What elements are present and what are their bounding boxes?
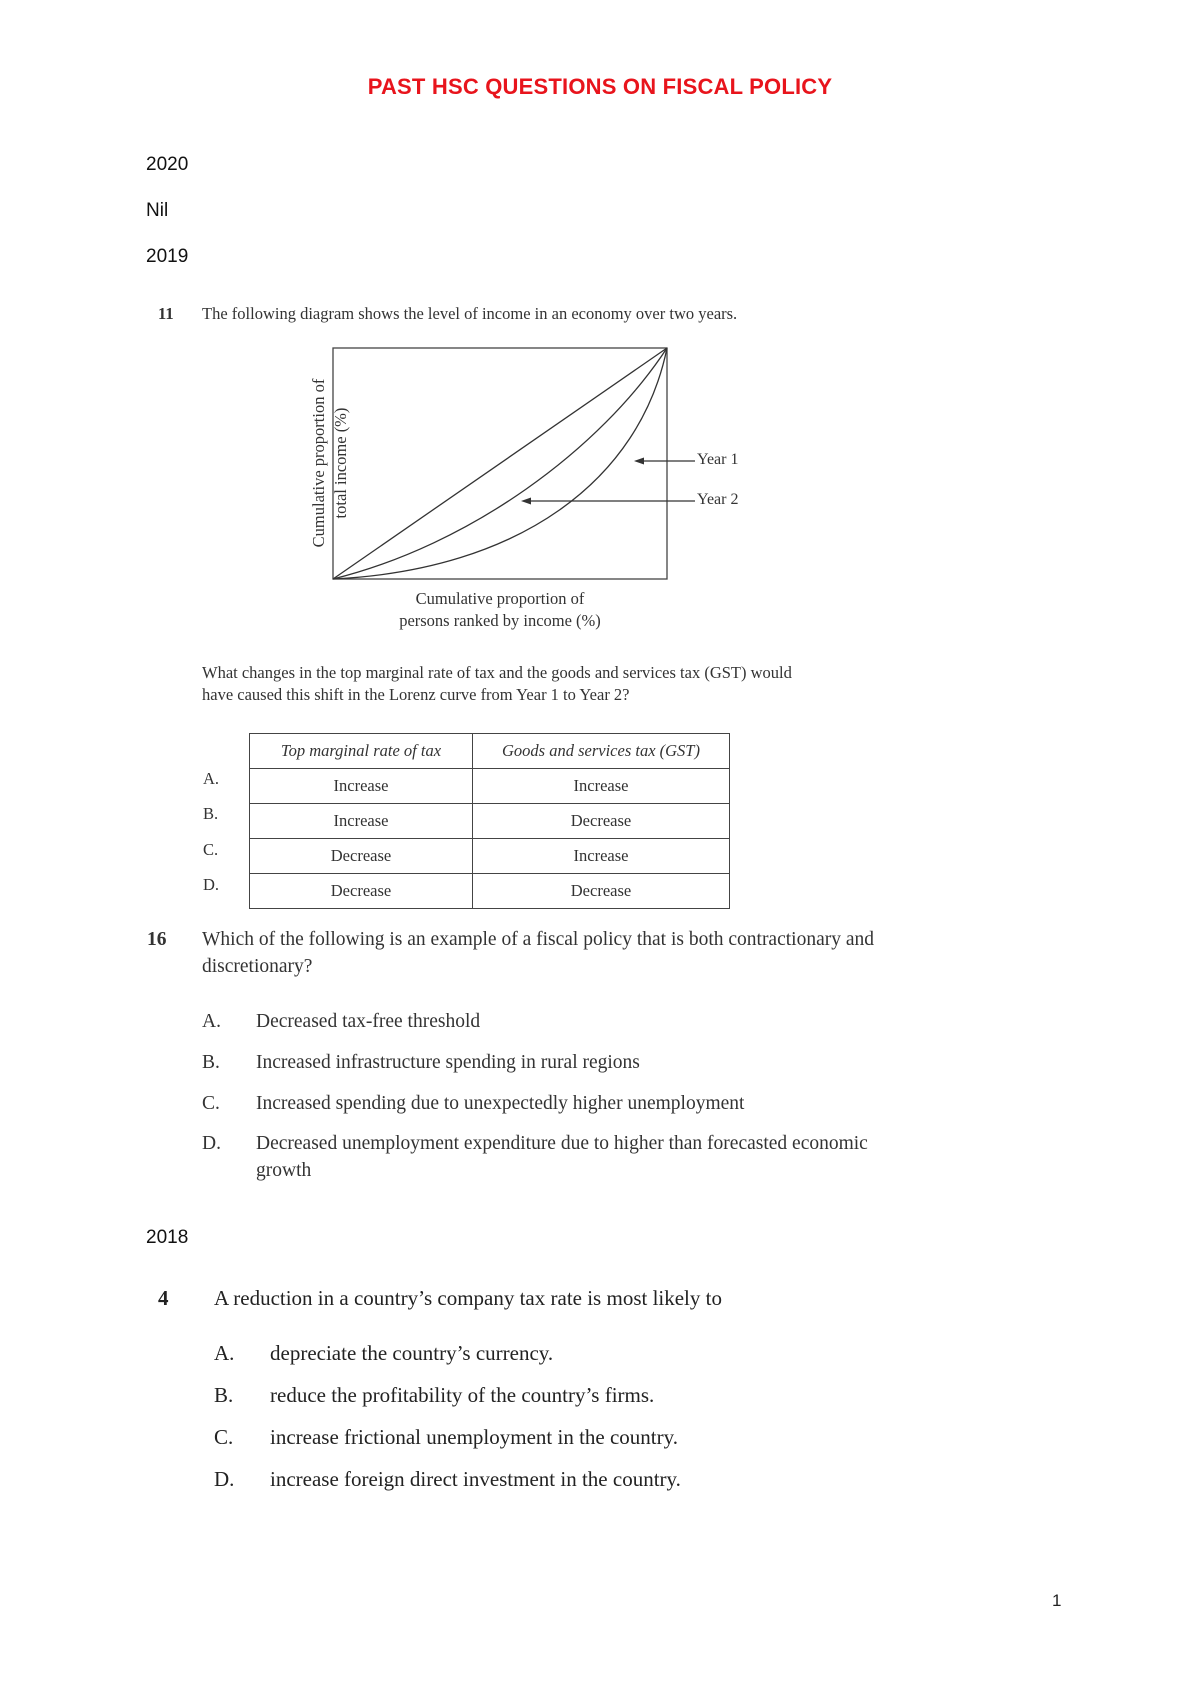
row-c-letter: C. [203,840,219,859]
q16-option-d-text-line1: Decreased unemployment expenditure due to higher than forecasted economic [256,1133,868,1154]
q4-option-d-letter: D. [214,1467,235,1491]
row-a-gst: Increase [473,769,730,804]
row-c-gst: Increase [473,839,730,874]
row-c-tax: Decrease [250,839,473,874]
q16-option-b-text: Increased infrastructure spending in rural regions [256,1052,640,1073]
x-axis-label: Cumulative proportion of persons ranked by income (%) [399,589,601,630]
nil-text: Nil [146,200,169,221]
header-gst: Goods and services tax (GST) [473,734,730,769]
header-top-marginal-rate: Top marginal rate of tax [250,734,473,769]
table-header-row [250,734,730,769]
q4-option-a-text: depreciate the country’s currency. [270,1341,554,1365]
year1-arrowhead [634,458,644,465]
q4-option-a-letter: A. [214,1341,235,1365]
q11-question-line1: What changes in the top marginal rate of tax and the goods and services tax (GST) would [202,663,792,682]
q16-number: 16 [147,929,167,950]
legend-year1: Year 1 [697,451,739,468]
q16-stem-line1: Which of the following is an example of a fiscal policy that is both contractionary and [202,929,875,950]
row-b-tax: Increase [250,804,473,839]
q4-number: 4 [158,1286,169,1310]
row-d-gst: Decrease [473,874,730,909]
q4-option-d-text: increase foreign direct investment in the country. [270,1467,681,1491]
year-2020-heading: 2020 [146,154,189,175]
row-d-letter: D. [203,875,220,894]
q11-question-line2: have caused this shift in the Lorenz curve from Year 1 to Year 2? [202,685,630,704]
q16-option-c-text: Increased spending due to unexpectedly higher unemployment [256,1093,745,1114]
q4-option-c-letter: C. [214,1425,234,1449]
year-2019-heading: 2019 [146,246,189,267]
q11-number: 11 [158,304,174,323]
row-d-tax: Decrease [250,874,473,909]
table-row [250,874,730,909]
legend-year2: Year 2 [697,491,739,508]
row-b-gst: Decrease [473,804,730,839]
q4-option-c-text: increase frictional unemployment in the country. [270,1425,679,1449]
q16-option-a-text: Decreased tax-free threshold [256,1011,481,1032]
row-a-tax: Increase [250,769,473,804]
q16-option-d-letter: D. [202,1133,221,1154]
y-axis-label: Cumulative proportion of total income (%) [309,378,350,548]
line-of-equality [333,348,667,579]
q11-answer-table [249,733,730,909]
q16-option-d-text-line2: growth [256,1160,312,1181]
year-2018-heading: 2018 [146,1227,189,1248]
q4-stem: A reduction in a country’s company tax rate is most likely to [214,1286,722,1310]
q16-stem-line2: discretionary? [202,956,313,977]
table-row [250,769,730,804]
q16-option-c-letter: C. [202,1093,220,1114]
year2-arrowhead [521,498,531,505]
q16-option-b-letter: B. [202,1052,220,1073]
row-b-letter: B. [203,804,219,823]
q4-option-b-text: reduce the profitability of the country’s firms. [270,1383,655,1407]
page-title: PAST HSC QUESTIONS ON FISCAL POLICY [367,74,833,99]
table-row [250,804,730,839]
page-number: 1 [1052,1591,1062,1610]
q4-option-b-letter: B. [214,1383,234,1407]
q16-option-a-letter: A. [202,1011,221,1032]
q11-stem: The following diagram shows the level of income in an economy over two years. [202,304,738,323]
table-row [250,839,730,874]
row-a-letter: A. [203,769,220,788]
